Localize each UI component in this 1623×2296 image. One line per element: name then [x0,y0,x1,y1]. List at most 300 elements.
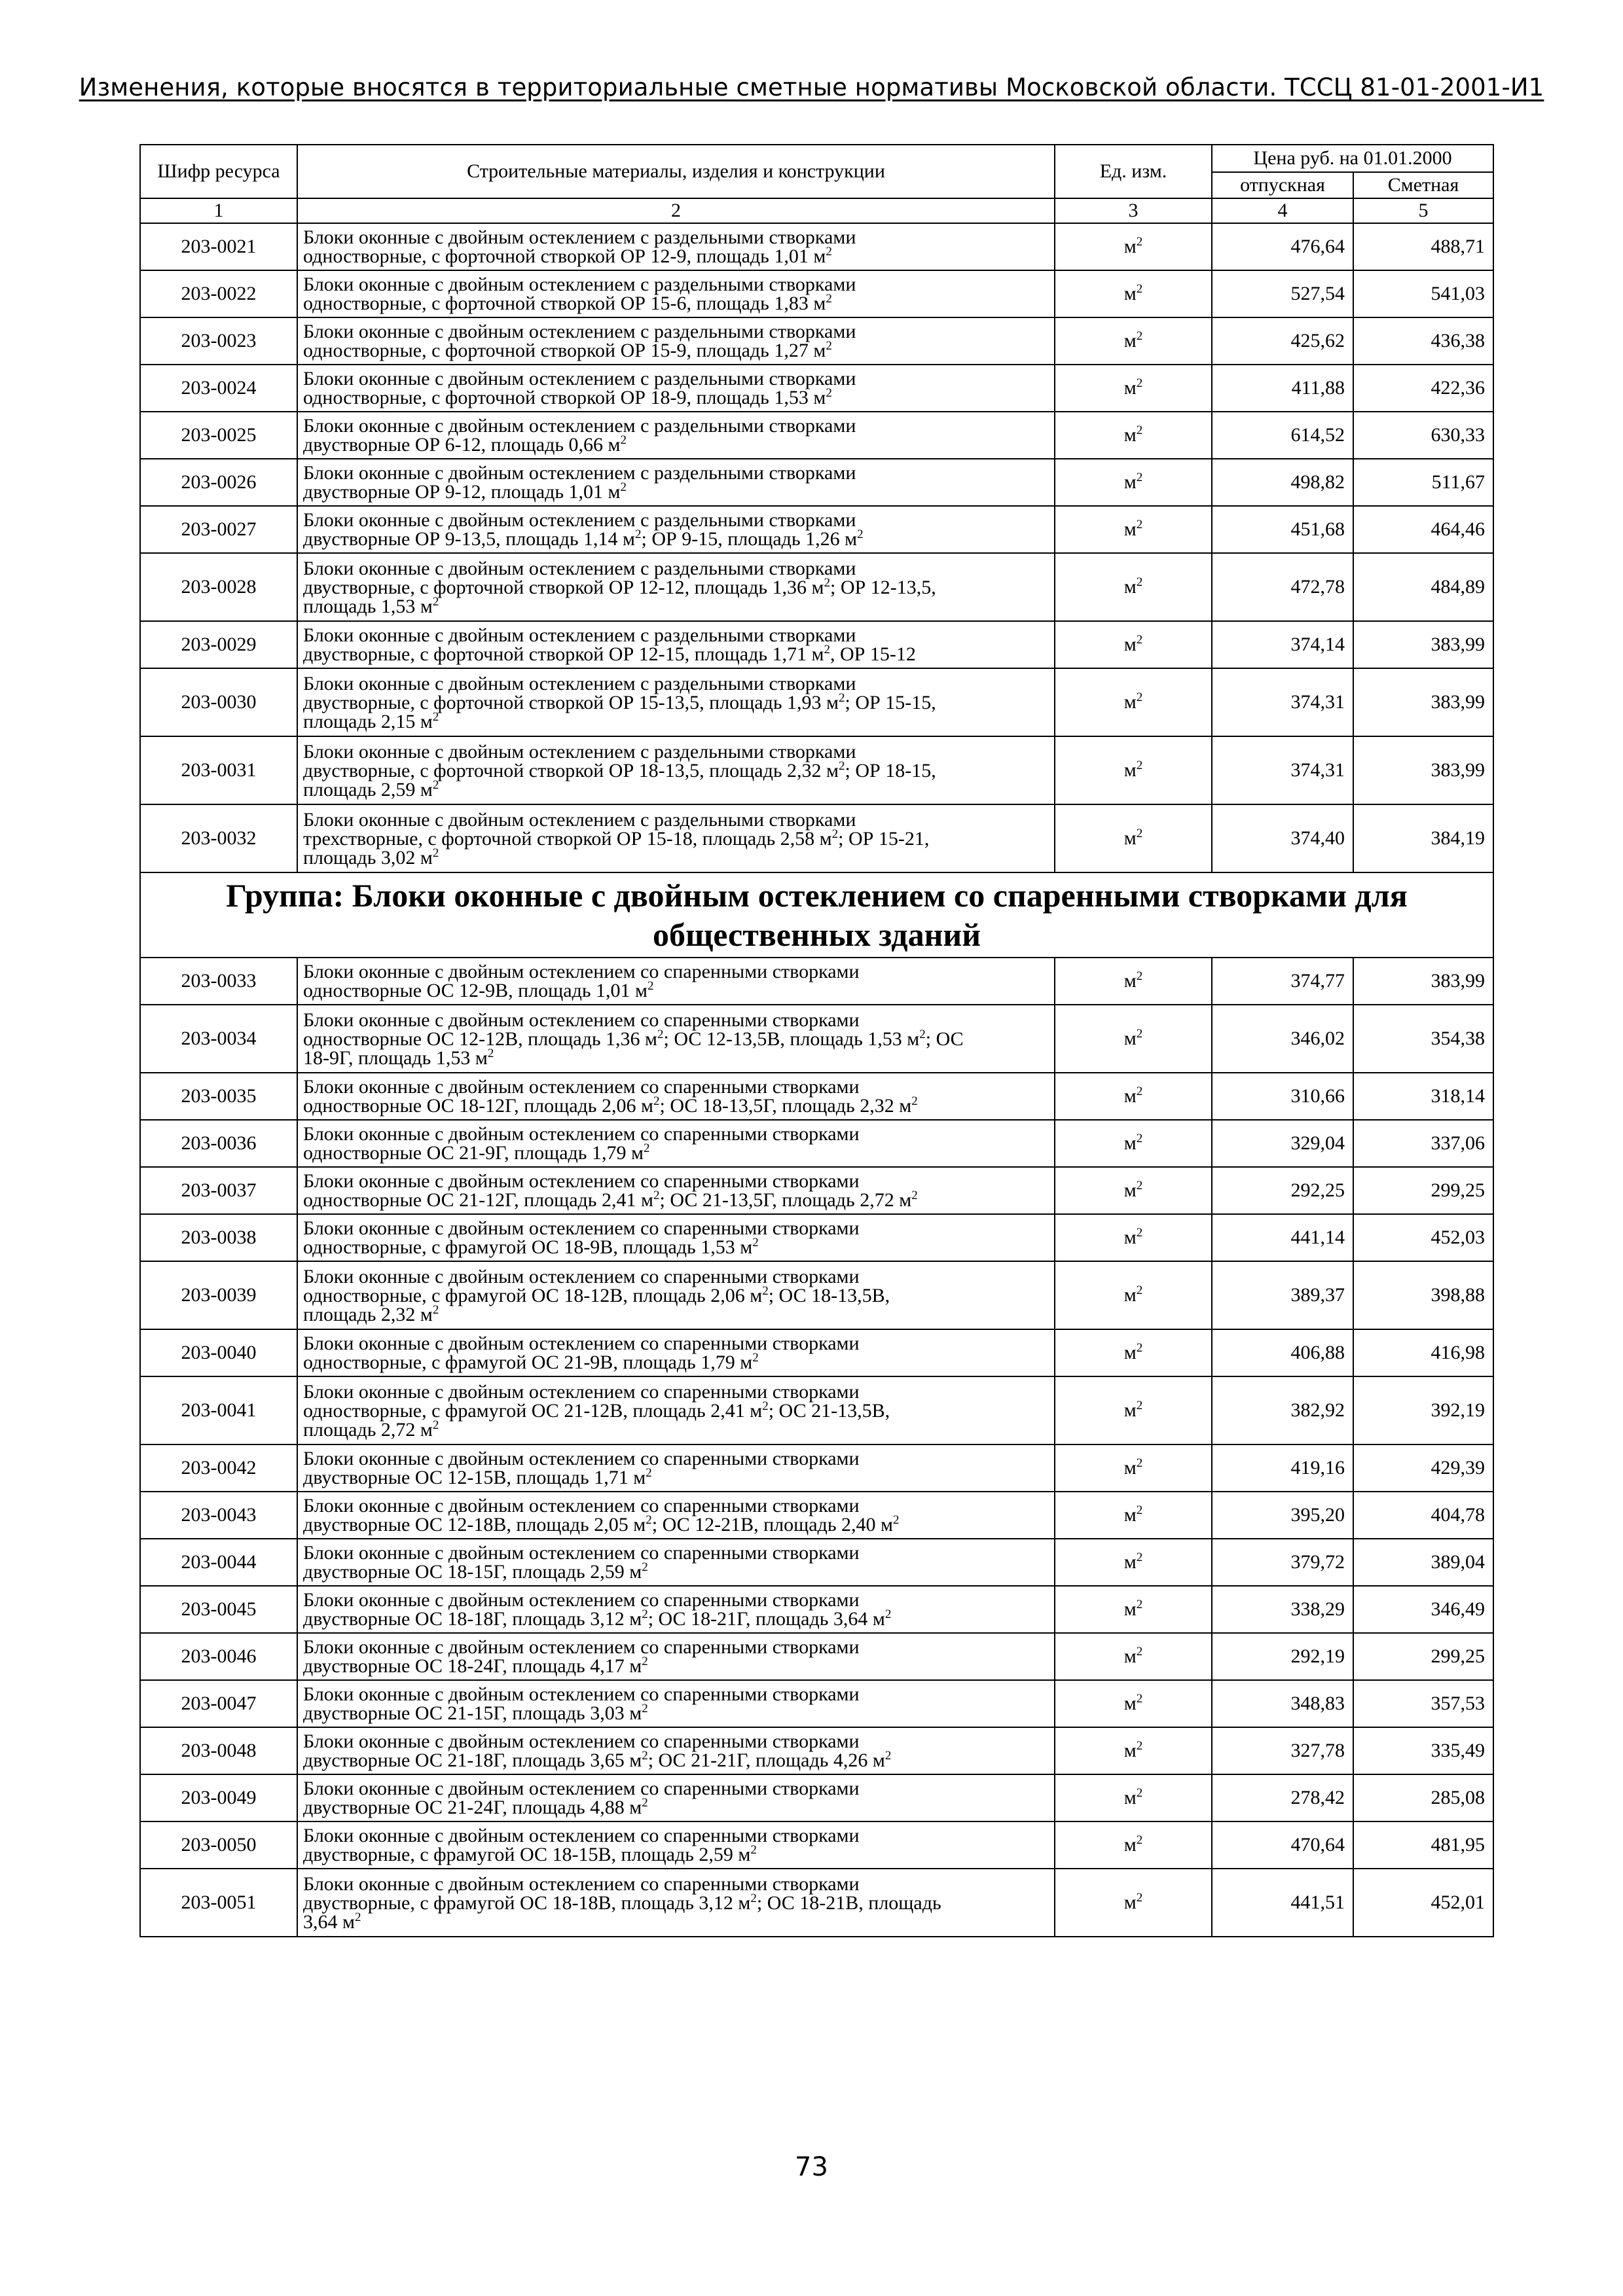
unit-cell [1055,1633,1212,1680]
description-line [303,435,1049,454]
resource-code: 203-0049 [140,1774,297,1821]
resource-code: 203-0021 [140,223,297,270]
resource-description [297,1444,1055,1492]
estimate-price: 488,71 [1353,223,1493,270]
description-text: Блоки оконные с двойным остеклением со спаренными створками [303,1731,860,1752]
description-line [303,1219,1049,1238]
unit-cell [1055,1821,1212,1869]
release-price: 451,68 [1212,506,1353,553]
unit-cell [1055,270,1212,317]
table-row [140,459,1493,506]
description-text: двустворные ОС 12-15В, площадь 1,71 м [303,1467,646,1488]
resource-description [297,1821,1055,1869]
description-text: 3,64 м [303,1910,355,1933]
description-text: ; ОС 18-13,5Г, площадь 2,32 м [659,1095,912,1117]
resource-code: 203-0037 [140,1167,297,1214]
group-row [140,872,1493,958]
unit-label: м [1123,1740,1137,1761]
resource-description [297,459,1055,506]
unit-superscript: 2 [1136,691,1143,704]
description-text: двустворные ОР 6-12, площадь 0,66 м [303,434,621,456]
unit-superscript: 2 [432,709,439,724]
table-row [140,1633,1493,1680]
unit-superscript: 2 [919,1027,926,1041]
description-line [303,1143,1049,1162]
unit-label: м [1123,1693,1137,1714]
estimate-price: 335,49 [1353,1727,1493,1774]
unit-label: м [1123,1787,1137,1808]
unit-label: м [1123,1284,1137,1306]
unit-superscript: 2 [884,1607,892,1621]
description-line [303,1496,1049,1515]
table-row [140,1492,1493,1539]
description-line [303,1657,1049,1676]
description-text: двустворные, с форточной створкой ОР 12-12, площадь 1,36 м [303,576,824,598]
unit-superscript: 2 [1136,1226,1143,1240]
description-line [303,1704,1049,1723]
unit-superscript: 2 [911,1189,918,1202]
unit-superscript: 2 [1136,1551,1143,1564]
unit-superscript: 2 [1136,1692,1143,1706]
description-text: Блоки оконные с двойным остеклением со спаренными створками [303,1380,860,1403]
unit-superscript: 2 [657,1027,664,1041]
release-price: 389,37 [1212,1261,1353,1329]
description-text: одностворные, с фрамугой ОС 18-12В, площадь 2,06 м [303,1284,763,1306]
unit-superscript: 2 [826,339,832,353]
column-number: 1 [140,198,297,223]
estimate-price: 464,46 [1353,506,1493,553]
description-line [303,1449,1049,1468]
resource-code: 203-0031 [140,736,297,804]
description-line [303,228,1049,247]
description-text: двустворные ОР 9-13,5, площадь 1,14 м [303,528,636,550]
unit-superscript: 2 [826,245,832,259]
table-row [140,1727,1493,1774]
unit-superscript: 2 [1136,423,1143,437]
resource-description [297,1261,1055,1329]
description-line [303,1798,1049,1817]
description-line [303,1027,1049,1050]
description-text: трехстворные, с форточной створкой ОР 15-18, площадь 2,58 м [303,827,832,850]
unit-superscript: 2 [826,386,832,400]
unit-label: м [1123,236,1137,257]
release-price: 498,82 [1212,459,1353,506]
estimate-price: 383,99 [1353,621,1493,668]
description-line [303,1077,1049,1096]
unit-superscript: 2 [1136,1456,1143,1470]
resource-description [297,1633,1055,1680]
estimate-price: 416,98 [1353,1329,1493,1376]
unit-superscript: 2 [642,1560,648,1574]
unit-superscript: 2 [839,759,845,773]
estimate-price: 389,04 [1353,1539,1493,1586]
release-price: 310,66 [1212,1073,1353,1120]
unit-superscript: 2 [762,1283,769,1298]
unit-cell [1055,459,1212,506]
resource-description [297,270,1055,317]
unit-superscript: 2 [831,827,839,841]
unit-label: м [1123,424,1137,446]
unit-superscript: 2 [884,1749,892,1763]
unit-superscript: 2 [892,1513,900,1527]
resource-description [297,223,1055,270]
description-line [303,829,1049,848]
price-table [139,144,1494,1937]
unit-superscript: 2 [432,1418,439,1432]
unit-superscript: 2 [432,778,439,792]
unit-superscript: 2 [1136,1179,1143,1193]
unit-label: м [1123,1085,1137,1107]
unit-label: м [1123,1179,1137,1201]
release-price: 411,88 [1212,365,1353,412]
table-row [140,317,1493,365]
release-price: 374,31 [1212,736,1353,804]
unit-superscript: 2 [1136,1085,1143,1098]
unit-label: м [1123,1399,1137,1421]
description-text: Блоки оконные с двойным остеклением с раздельными створками [303,624,856,646]
resource-code: 203-0028 [140,553,297,621]
description-line [303,1543,1049,1562]
unit-cell [1055,736,1212,804]
unit-cell [1055,1727,1212,1774]
release-price: 472,78 [1212,553,1353,621]
unit-superscript: 2 [1136,1132,1143,1145]
estimate-price: 484,89 [1353,553,1493,621]
estimate-price: 346,49 [1353,1586,1493,1633]
description-line [303,1401,1049,1420]
description-line [303,1191,1049,1210]
description-text: Блоки оконные с двойным остеклением со спаренными створками [303,1495,860,1516]
unit-label: м [1123,1551,1137,1573]
description-line [303,1046,1049,1069]
resource-code: 203-0029 [140,621,297,668]
description-line [303,416,1049,435]
release-price: 441,14 [1212,1214,1353,1261]
description-text: двустворные ОР 9-12, площадь 1,01 м [303,481,621,503]
description-line [303,1751,1049,1770]
resource-description [297,1005,1055,1073]
unit-superscript: 2 [1136,633,1143,647]
resource-code: 203-0041 [140,1376,297,1444]
estimate-price: 318,14 [1353,1073,1493,1120]
description-line [303,575,1049,598]
description-line [303,1302,1049,1325]
unit-cell [1055,1261,1212,1329]
resource-code: 203-0023 [140,317,297,365]
header-release-price: отпускная [1212,172,1353,198]
column-number: 3 [1055,198,1212,223]
unit-superscript: 2 [432,1302,439,1317]
description-text: одностворные, с фрамугой ОС 21-12В, площадь 2,41 м [303,1399,763,1422]
unit-cell [1055,804,1212,872]
column-number: 2 [297,198,1055,223]
table-row [140,1120,1493,1167]
resource-description [297,317,1055,365]
description-text: одностворные ОС 12-12В, площадь 1,36 м [303,1028,658,1050]
description-line [303,693,1049,712]
description-line [303,482,1049,501]
resource-description [297,1680,1055,1727]
description-line [303,1638,1049,1657]
description-text: Блоки оконные с двойным остеклением со спаренными створками [303,1589,860,1611]
resource-code: 203-0043 [140,1492,297,1539]
resource-code: 203-0040 [140,1329,297,1376]
description-line [303,1267,1049,1286]
description-text: площадь 2,32 м [303,1303,433,1325]
unit-cell [1055,1214,1212,1261]
unit-superscript: 2 [826,292,832,306]
table-row [140,270,1493,317]
description-line [303,1874,1049,1893]
resource-code: 203-0025 [140,412,297,459]
description-text: площадь 2,72 м [303,1418,433,1441]
description-text: двустворные ОС 18-15Г, площадь 2,59 м [303,1561,642,1583]
unit-label: м [1123,283,1137,304]
description-text: Блоки оконные с двойным остеклением со спаренными створками [303,1542,860,1564]
table-row [140,223,1493,270]
unit-label: м [1123,471,1137,493]
resource-description [297,1586,1055,1633]
description-text: Блоки оконные с двойным остеклением с раздельными створками [303,740,856,762]
description-text: двустворные ОС 21-18Г, площадь 3,65 м [303,1749,642,1771]
unit-label: м [1123,330,1137,351]
resource-description [297,1167,1055,1214]
table-row [140,736,1493,804]
description-line [303,981,1049,1000]
description-text: площадь 3,02 м [303,846,433,869]
description-line [303,1912,1049,1931]
release-price: 346,02 [1212,1005,1353,1073]
description-line [303,674,1049,693]
description-line [303,463,1049,482]
table-row [140,365,1493,412]
resource-code: 203-0036 [140,1120,297,1167]
resource-description [297,736,1055,804]
unit-superscript: 2 [750,1891,757,1905]
column-number: 5 [1353,198,1493,223]
unit-superscript: 2 [824,643,831,656]
unit-label: м [1123,1598,1137,1620]
unit-cell [1055,1492,1212,1539]
table-row [140,506,1493,553]
release-price: 406,88 [1212,1329,1353,1376]
description-text: одностворные, с фрамугой ОС 21-9В, площадь 1,79 м [303,1352,753,1373]
table-row [140,553,1493,621]
description-line [303,247,1049,266]
table-row [140,1073,1493,1120]
resource-description [297,1376,1055,1444]
unit-superscript: 2 [752,1236,759,1249]
description-text: Блоки оконные с двойным остеклением с раздельными створками [303,557,856,579]
description-text: площадь 2,15 м [303,710,433,732]
table-row [140,1821,1493,1869]
unit-label: м [1123,1892,1137,1913]
description-line [303,1124,1049,1143]
unit-superscript: 2 [1136,1598,1143,1611]
description-line [303,1238,1049,1257]
unit-label: м [1123,691,1137,713]
table-row [140,1329,1493,1376]
description-line [303,626,1049,645]
unit-cell [1055,1539,1212,1586]
description-line [303,1826,1049,1845]
unit-label: м [1123,1645,1137,1667]
resource-description [297,1539,1055,1586]
description-text: ; ОР 12-13,5, [830,576,936,598]
unit-superscript: 2 [646,1466,652,1480]
release-price: 292,19 [1212,1633,1353,1680]
description-text: Блоки оконные с двойным остеклением со спаренными створками [303,1265,860,1287]
unit-superscript: 2 [635,528,642,541]
unit-superscript: 2 [1136,1503,1143,1517]
description-line [303,1893,1049,1912]
description-line [303,1779,1049,1798]
resource-description [297,412,1055,459]
description-text: Блоки оконные с двойным остеклением со спаренными створками [303,1217,860,1239]
unit-superscript: 2 [1136,575,1143,589]
description-text: Блоки оконные с двойным остеклением со спаренными створками [303,1778,860,1799]
unit-cell [1055,553,1212,621]
column-numbers-row [140,198,1493,223]
description-text: Блоки оконные с двойным остеклением с раздельными створками [303,808,856,831]
unit-cell [1055,1586,1212,1633]
description-line [303,1845,1049,1864]
unit-label: м [1123,377,1137,399]
description-text: Блоки оконные с двойным остеклением с раздельными створками [303,462,856,484]
unit-label: м [1123,1132,1137,1154]
description-text: , ОР 15-12 [830,643,916,665]
page-number: 73 [795,2152,828,2182]
description-line [303,1685,1049,1704]
description-text: Блоки оконные с двойным остеклением со спаренными створками [303,1636,860,1658]
unit-superscript: 2 [1136,282,1143,296]
resource-code: 203-0024 [140,365,297,412]
table-row [140,668,1493,736]
unit-cell [1055,1167,1212,1214]
description-text: Блоки оконные с двойным остеклением с раздельными створками [303,321,856,342]
unit-cell [1055,1005,1212,1073]
unit-label: м [1123,1227,1137,1248]
unit-cell [1055,223,1212,270]
header-code: Шифр ресурса [140,145,297,198]
table-row [140,621,1493,668]
description-text: двустворные, с форточной створкой ОР 15-13,5, площадь 1,93 м [303,691,839,713]
unit-superscript: 2 [646,1513,652,1527]
description-line [303,1420,1049,1439]
unit-superscript: 2 [1136,1739,1143,1753]
resource-code: 203-0033 [140,958,297,1005]
estimate-price: 299,25 [1353,1167,1493,1214]
description-line [303,369,1049,388]
table-row [140,1167,1493,1214]
unit-superscript: 2 [643,1141,650,1155]
unit-label: м [1123,970,1137,992]
unit-label: м [1123,1834,1137,1856]
resource-code: 203-0048 [140,1727,297,1774]
description-line [303,388,1049,407]
estimate-price: 392,19 [1353,1376,1493,1444]
resource-code: 203-0050 [140,1821,297,1869]
unit-superscript: 2 [824,575,831,590]
description-line [303,1732,1049,1751]
description-text: ; ОР 18-15, [845,759,936,781]
table-row [140,1376,1493,1444]
description-line [303,594,1049,617]
table-row [140,412,1493,459]
description-text: Блоки оконные с двойным остеклением с раздельными створками [303,509,856,531]
header-price: Цена руб. на 01.01.2000 [1212,145,1493,172]
release-price: 374,31 [1212,668,1353,736]
description-text: площадь 1,53 м [303,595,433,617]
estimate-price: 429,39 [1353,1444,1493,1492]
group-title: Группа: Блоки оконные с двойным остеклением со спаренными створками для общественных зданий [140,872,1493,958]
description-line [303,1353,1049,1372]
estimate-price: 511,67 [1353,459,1493,506]
resource-code: 203-0051 [140,1869,297,1937]
release-price: 374,14 [1212,621,1353,668]
description-text: Блоки оконные с двойным остеклением со спаренными створками [303,1333,860,1354]
resource-code: 203-0035 [140,1073,297,1120]
header-name: Строительные материалы, изделия и конструкции [297,145,1055,198]
unit-superscript: 2 [642,1607,648,1621]
resource-description [297,1214,1055,1261]
description-line [303,294,1049,313]
description-line [303,1011,1049,1030]
table-row [140,1261,1493,1329]
unit-cell [1055,958,1212,1005]
release-price: 419,16 [1212,1444,1353,1492]
unit-superscript: 2 [620,480,627,494]
unit-superscript: 2 [620,433,627,447]
description-text: ; ОР 9-15, площадь 1,26 м [641,528,858,550]
description-text: ; ОС 12-21В, площадь 2,40 м [651,1514,893,1535]
unit-superscript: 2 [750,1843,757,1857]
description-text: ; ОР 15-21, [838,827,930,850]
resource-code: 203-0030 [140,668,297,736]
resource-code: 203-0032 [140,804,297,872]
unit-cell [1055,621,1212,668]
estimate-price: 357,53 [1353,1680,1493,1727]
release-price: 470,64 [1212,1821,1353,1869]
release-price: 278,42 [1212,1774,1353,1821]
estimate-price: 285,08 [1353,1774,1493,1821]
description-line [303,1590,1049,1609]
unit-cell [1055,1073,1212,1120]
unit-superscript: 2 [1136,1786,1143,1800]
unit-superscript: 2 [432,846,439,860]
description-text: двустворные ОС 18-18Г, площадь 3,12 м [303,1608,642,1630]
estimate-price: 384,19 [1353,804,1493,872]
estimate-price: 404,78 [1353,1492,1493,1539]
unit-cell [1055,1120,1212,1167]
description-line [303,1515,1049,1534]
description-line [303,559,1049,578]
unit-superscript: 2 [1136,235,1143,249]
unit-label: м [1123,518,1137,540]
unit-superscript: 2 [1136,1645,1143,1659]
description-line [303,709,1049,732]
description-line [303,1283,1049,1306]
release-price: 614,52 [1212,412,1353,459]
page-header-title: Изменения, которые вносятся в территориальные сметные нормативы Московской области. ТССЦ 81-01-2001-И1 [79,73,1544,101]
description-text: одностворные, с форточной створкой ОР 18-9, площадь 1,53 м [303,387,826,408]
description-text: одностворные ОС 12-9В, площадь 1,01 м [303,980,648,1001]
description-line [303,645,1049,664]
unit-superscript: 2 [653,1094,660,1108]
resource-description [297,1120,1055,1167]
release-price: 327,78 [1212,1727,1353,1774]
unit-cell [1055,412,1212,459]
